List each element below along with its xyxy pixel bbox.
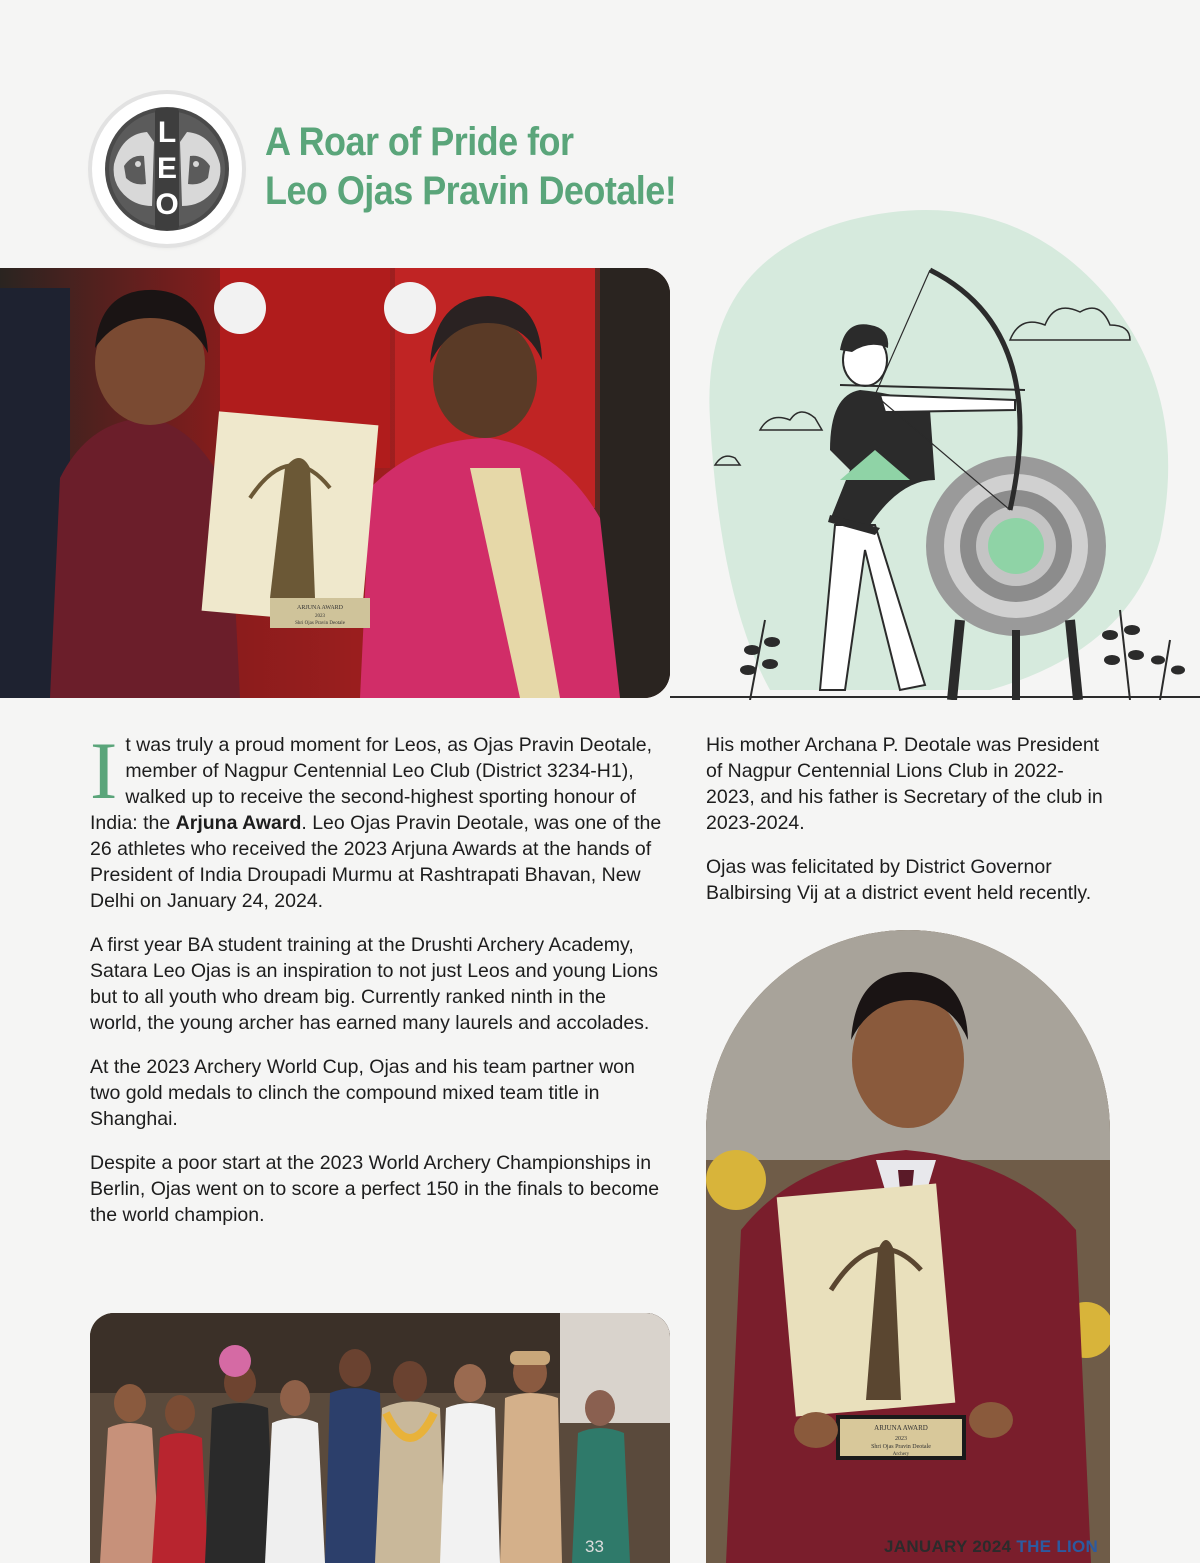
paragraph-5: His mother Archana P. Deotale was President of Nagpur Centennial Lions Club in 2022-2023, and his father is Secretary of the club in 2023-2024. xyxy=(706,734,1103,834)
article-title-line2: Leo Ojas Pravin Deotale! xyxy=(265,169,677,213)
felicitation-group-photo xyxy=(90,1313,670,1563)
article-body-left xyxy=(90,725,662,1246)
arch-plaque-sport: Archery xyxy=(892,1452,910,1457)
footer-issue xyxy=(884,1537,1098,1557)
paragraph-1 xyxy=(90,725,662,914)
footer-magazine-name: THE LION xyxy=(1016,1537,1099,1556)
article-title xyxy=(265,118,715,216)
ojas-with-award-photo xyxy=(706,930,1110,1563)
plaque-year: 2023 xyxy=(315,614,325,619)
article-body-right xyxy=(706,732,1106,924)
ground-line xyxy=(670,696,1200,698)
arch-plaque-heading: ARJUNA AWARD xyxy=(874,1424,928,1432)
archer-illustration xyxy=(690,180,1200,700)
leo-lion-logo-icon xyxy=(92,94,242,244)
page-number: 33 xyxy=(585,1537,604,1556)
drop-cap: I xyxy=(90,725,118,816)
paragraph-4: Despite a poor start at the 2023 World Archery Championships in Berlin, Ojas went on to score a perfect 150 in the finals to become the world champion. xyxy=(90,1152,660,1226)
logo-letter-e: E xyxy=(156,152,178,185)
logo-letter-l: L xyxy=(157,116,177,149)
paragraph-1-end: . Leo Ojas Pravin Deotale, was one of the 26 athletes who received the 2023 Arjuna Awards at the hands of President of India Droupadi Murmu at Rashtrapati Bhavan, New Delhi on January 24, 2024. xyxy=(90,812,662,912)
arch-plaque-name: Shri Ojas Pravin Deotale xyxy=(871,1444,931,1450)
footer-issue-date: JANUARY 2024 xyxy=(884,1537,1017,1556)
arch-plaque-year: 2023 xyxy=(895,1436,907,1442)
award-ceremony-photo xyxy=(0,268,670,698)
plaque-name: Shri Ojas Pravin Deotale xyxy=(295,621,345,626)
paragraph-6: Ojas was felicitated by District Governor Balbirsing Vij at a district event held recently. xyxy=(706,856,1092,904)
plaque-heading: ARJUNA AWARD xyxy=(296,605,344,611)
paragraph-3: At the 2023 Archery World Cup, Ojas and his team partner won two gold medals to clinch the compound mixed team title in Shanghai. xyxy=(90,1056,635,1130)
arjuna-award-bold: Arjuna Award xyxy=(175,812,302,834)
paragraph-2: A first year BA student training at the Drushti Archery Academy, Satara Leo Ojas is an inspiration to not just Leos and young Lions but to all youth who dream big. Currently ranked ninth in the world, the young archer has earned many laurels and accolades. xyxy=(90,934,659,1034)
article-title-line1: A Roar of Pride for xyxy=(265,120,574,164)
leo-logo xyxy=(92,94,242,244)
logo-letter-o: O xyxy=(155,188,179,221)
paragraph-1-text: t was truly a proud moment for Leos, as Ojas Pravin Deotale, member of Nagpur Centennial Leo Club (District 3234-H1), walked up to receive the second-highest sporting honour of India: the xyxy=(90,734,653,834)
